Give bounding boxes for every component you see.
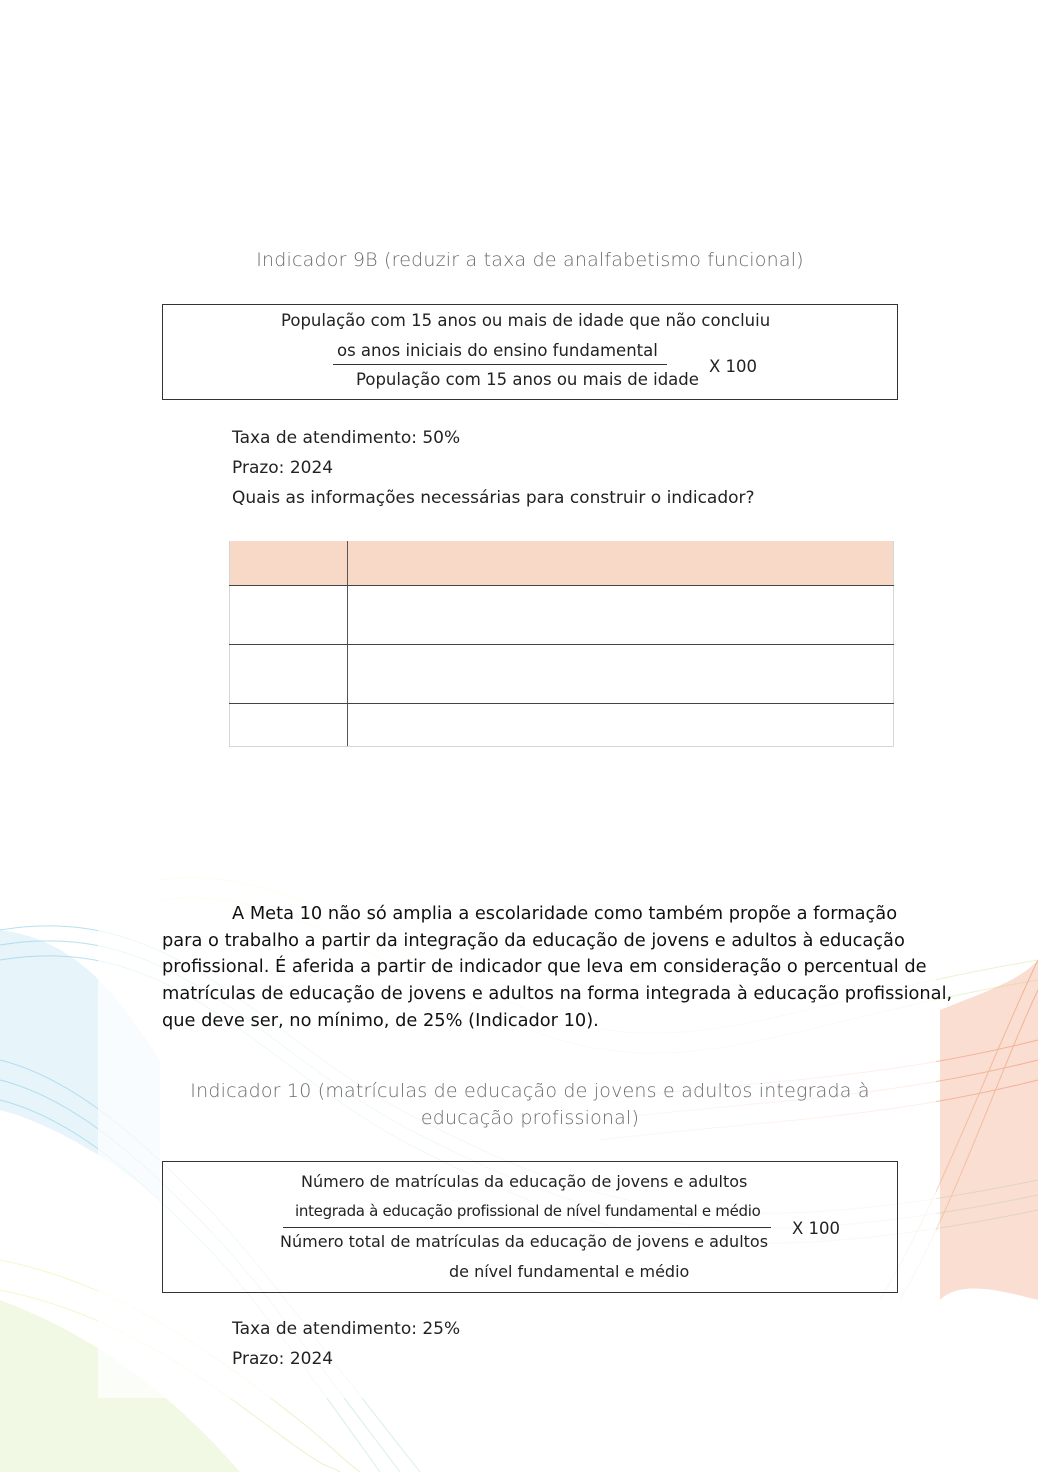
deadline-text: Prazo: 2024 (232, 1349, 334, 1369)
indicator-10-title (160, 1078, 900, 1132)
formula-numerator-line2: integrada à educação profissional de nível fundamental e médio (295, 1202, 761, 1220)
paragraph-line: para o trabalho a partir da integração da educação de jovens e adultos à educação (162, 929, 905, 951)
table-row (230, 586, 894, 645)
question-text: Quais as informações necessárias para construir o indicador? (232, 488, 755, 508)
indicator-9b-formula-box (162, 304, 898, 400)
paragraph-line: profissional. É aferida a partir de indicador que leva em consideração o percentual de (162, 956, 927, 978)
fraction-bar (333, 364, 667, 365)
indicator-10-formula-box (162, 1161, 898, 1293)
formula-numerator-line2: os anos iniciais do ensino fundamental (337, 341, 658, 360)
table-cell (348, 645, 894, 704)
formula-multiplier: X 100 (792, 1219, 841, 1238)
rate-text: Taxa de atendimento: 50% (232, 428, 461, 448)
body-paragraph (162, 901, 953, 1035)
formula-denominator-line2: de nível fundamental e médio (449, 1262, 690, 1281)
table-row (230, 645, 894, 704)
table-header-cell (348, 541, 894, 586)
table-cell (348, 704, 894, 747)
formula-multiplier: X 100 (709, 357, 758, 376)
paragraph-line: A Meta 10 não só amplia a escolaridade como também propõe a formação (232, 903, 898, 924)
table-cell (230, 645, 348, 704)
indicator-10-title-line2: educação profissional) (420, 1107, 640, 1129)
indicator-10-title-line1: Indicador 10 (matrículas de educação de jovens e adultos integrada à (190, 1080, 870, 1102)
formula-denominator-line1: Número total de matrículas da educação de jovens e adultos (280, 1232, 769, 1251)
table-cell (230, 704, 348, 747)
table-cell (348, 586, 894, 645)
indicator-9b-title: Indicador 9B (reduzir a taxa de analfabetismo funcional) (256, 249, 804, 271)
paragraph-line: matrículas de educação de jovens e adultos na forma integrada à educação profissional, (162, 983, 953, 1005)
paragraph-line: que deve ser, no mínimo, de 25% (Indicador 10). (162, 1009, 599, 1031)
table-header-row (230, 541, 894, 586)
rate-text: Taxa de atendimento: 25% (232, 1319, 461, 1339)
table-header-cell (230, 541, 348, 586)
formula-denominator: População com 15 anos ou mais de idade (356, 370, 699, 389)
formula-numerator-line1: Número de matrículas da educação de jovens e adultos (301, 1172, 748, 1191)
table-row (230, 704, 894, 747)
fraction-bar (283, 1227, 771, 1228)
table-cell (230, 586, 348, 645)
deadline-text: Prazo: 2024 (232, 458, 334, 478)
formula-numerator-line1: População com 15 anos ou mais de idade que não concluiu (281, 311, 771, 330)
information-table (229, 541, 894, 747)
